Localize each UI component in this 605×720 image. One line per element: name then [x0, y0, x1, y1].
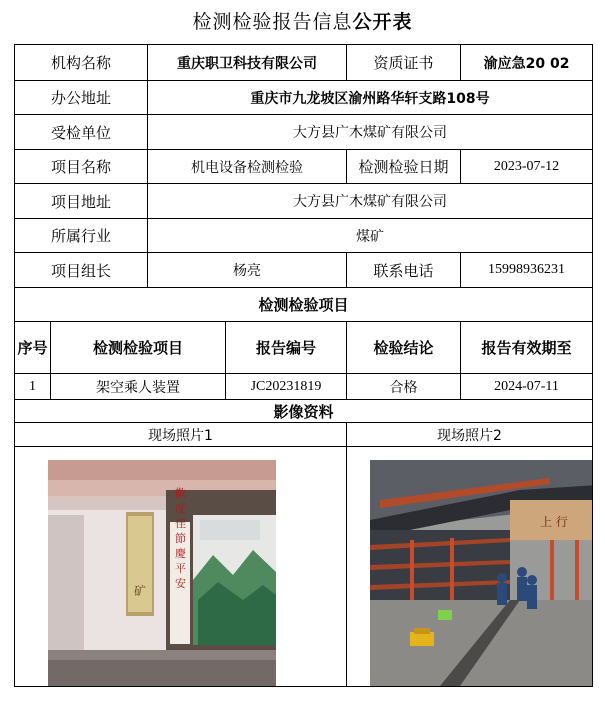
row-items-header [15, 322, 593, 374]
row-images-title [15, 400, 593, 423]
header-item: 检测检验项目 [51, 322, 226, 374]
row-conclusion: 合格 [347, 374, 461, 400]
photo2-label: 现场照片2 [347, 423, 593, 447]
client-label: 受检单位 [15, 115, 148, 150]
photo2-cell [347, 447, 593, 687]
client-value: 大方县广木煤矿有限公司 [148, 115, 593, 150]
leader-value: 杨亮 [148, 253, 347, 288]
beam-text: 上 行 [540, 514, 568, 529]
row-items-title [15, 288, 593, 322]
industry-label: 所属行业 [15, 219, 148, 253]
photo-2 [370, 460, 593, 686]
row-leader [15, 253, 593, 288]
site-value: 大方县广木煤矿有限公司 [148, 184, 593, 219]
header-report-no: 报告编号 [226, 322, 347, 374]
leader-label: 项目组长 [15, 253, 148, 288]
row-site [15, 184, 593, 219]
addr-label: 办公地址 [15, 81, 148, 115]
banner-text: 歡度佳節慶平安 [173, 487, 187, 592]
items-section-title: 检测检验项目 [15, 288, 593, 322]
site-label: 项目地址 [15, 184, 148, 219]
report-table [14, 44, 593, 687]
sign-text: 矿 [133, 583, 147, 598]
images-section-title: 影像资料 [15, 400, 593, 423]
row-org [15, 45, 593, 81]
org-value: 重庆职卫科技有限公司 [148, 45, 347, 81]
header-seq: 序号 [15, 322, 51, 374]
phone-label: 联系电话 [347, 253, 461, 288]
row-client [15, 115, 593, 150]
industry-value: 煤矿 [148, 219, 593, 253]
photo-1-image [48, 460, 276, 686]
row-valid-until: 2024-07-11 [461, 374, 593, 400]
photo-2-image [370, 460, 593, 686]
row-report-no: JC20231819 [226, 374, 347, 400]
addr-value: 重庆市九龙坡区渝州路华轩支路108号 [148, 81, 593, 115]
row-photos [15, 447, 593, 687]
cert-value: 渝应急20 02 [461, 45, 593, 81]
header-valid-until: 报告有效期至 [461, 322, 593, 374]
photo1-cell [15, 447, 347, 687]
row-industry [15, 219, 593, 253]
page-title [0, 8, 605, 36]
title-bold: 公开表 [352, 11, 413, 33]
title-normal: 检测检验报告信息 [192, 11, 353, 33]
org-label: 机构名称 [15, 45, 148, 81]
row-photo-labels [15, 423, 593, 447]
row-address [15, 81, 593, 115]
row-seq: 1 [15, 374, 51, 400]
project-value: 机电设备检测检验 [148, 150, 347, 184]
photo1-label: 现场照片1 [15, 423, 347, 447]
row-project [15, 150, 593, 184]
phone-value: 15998936231 [461, 253, 593, 288]
photo-1 [48, 460, 276, 686]
project-label: 项目名称 [15, 150, 148, 184]
date-label: 检测检验日期 [347, 150, 461, 184]
row-item: 架空乘人装置 [51, 374, 226, 400]
table-row [15, 374, 593, 400]
header-conclusion: 检验结论 [347, 322, 461, 374]
cert-label: 资质证书 [347, 45, 461, 81]
date-value: 2023-07-12 [461, 150, 593, 184]
